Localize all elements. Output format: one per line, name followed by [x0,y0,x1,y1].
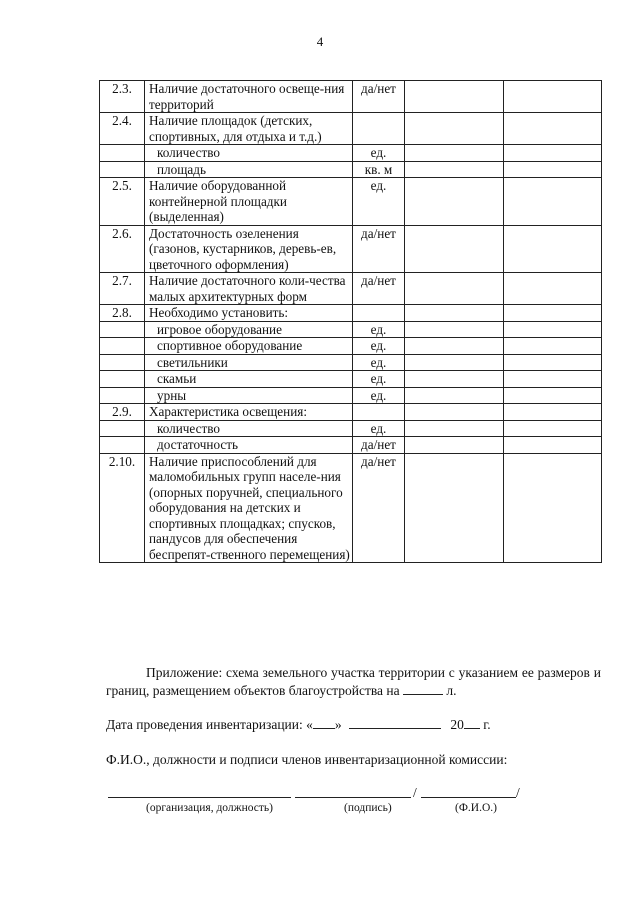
year-blank[interactable] [464,728,480,729]
table-row [100,437,602,454]
caption-name: (Ф.И.О.) [455,802,497,814]
note-cell[interactable] [504,145,602,162]
caption-signature: (подпись) [344,802,392,814]
value-cell[interactable] [405,145,504,162]
note-cell[interactable] [504,420,602,437]
row-unit: ед. [353,420,405,437]
value-cell[interactable] [405,404,504,421]
table-row [100,371,602,388]
signature-row [106,780,526,798]
row-indicator: Наличие достаточного коли-чества малых архитектурных форм [145,273,353,305]
value-cell[interactable] [405,225,504,273]
row-number: 2.8. [100,305,145,322]
slash-separator: / [413,785,417,800]
row-number [100,437,145,454]
row-indicator: Наличие оборудованной контейнерной площадки (выделенная) [145,178,353,226]
note-cell[interactable] [504,404,602,421]
inventory-table-body [100,81,602,563]
note-cell[interactable] [504,371,602,388]
value-cell[interactable] [405,338,504,355]
row-number [100,145,145,162]
value-cell[interactable] [405,178,504,226]
value-cell[interactable] [405,437,504,454]
row-number: 2.10. [100,453,145,563]
row-unit: ед. [353,338,405,355]
row-unit: да/нет [353,225,405,273]
page-number: 4 [316,34,324,49]
row-unit [353,113,405,145]
note-cell[interactable] [504,305,602,322]
row-unit: ед. [353,387,405,404]
row-indicator: достаточность [145,437,353,454]
table-row [100,404,602,421]
row-indicator: скамьи [145,371,353,388]
row-number [100,420,145,437]
row-number [100,371,145,388]
row-unit: ед. [353,371,405,388]
note-cell[interactable] [504,225,602,273]
value-cell[interactable] [405,273,504,305]
row-indicator: светильники [145,354,353,371]
row-unit: да/нет [353,437,405,454]
row-indicator: количество [145,145,353,162]
table-row [100,305,602,322]
row-unit: да/нет [353,453,405,563]
row-unit: ед. [353,321,405,338]
note-cell[interactable] [504,113,602,145]
row-number: 2.7. [100,273,145,305]
note-cell[interactable] [504,161,602,178]
note-cell[interactable] [504,354,602,371]
note-cell[interactable] [504,178,602,226]
table-row [100,178,602,226]
table-row [100,354,602,371]
row-indicator: Необходимо установить: [145,305,353,322]
row-indicator: Наличие площадок (детских, спортивных, для отдыха и т.д.) [145,113,353,145]
year-prefix: 20 [450,717,464,732]
row-number: 2.5. [100,178,145,226]
slash-separator-end: / [516,785,520,800]
name-line[interactable] [421,796,516,798]
row-number [100,321,145,338]
row-unit: да/нет [353,273,405,305]
table-row [100,225,602,273]
value-cell[interactable] [405,113,504,145]
row-unit: ед. [353,178,405,226]
appendix-text-end: л. [443,683,457,698]
inventory-date-line [106,716,601,734]
row-indicator: игровое оборудование [145,321,353,338]
row-number: 2.9. [100,404,145,421]
row-number [100,387,145,404]
table-row [100,387,602,404]
row-number: 2.3. [100,81,145,113]
value-cell[interactable] [405,321,504,338]
row-indicator: площадь [145,161,353,178]
caption-organization: (организация, должность) [146,802,273,814]
row-number [100,354,145,371]
row-unit [353,305,405,322]
inventory-table [99,80,602,563]
row-indicator: Характеристика освещения: [145,404,353,421]
note-cell[interactable] [504,338,602,355]
table-row [100,453,602,563]
value-cell[interactable] [405,354,504,371]
table-row [100,273,602,305]
value-cell[interactable] [405,161,504,178]
note-cell[interactable] [504,321,602,338]
row-number [100,338,145,355]
row-indicator: количество [145,420,353,437]
table-row [100,161,602,178]
row-number: 2.4. [100,113,145,145]
row-number [100,161,145,178]
table-row [100,338,602,355]
row-indicator: Наличие приспособлений для маломобильных групп населе-ния (опорных поручней, специального оборудования на детских и спортивных площадках; спусков, пандусов для обеспечения беспрепят-ственного перемещения) [145,453,353,563]
row-unit: да/нет [353,81,405,113]
table-row [100,420,602,437]
month-blank[interactable] [349,728,441,729]
value-cell[interactable] [405,387,504,404]
row-unit: ед. [353,145,405,162]
appendix-text: Приложение: схема земельного участка территории с указанием ее размеров и границ, размещением объектов благоустройства на [106,665,601,698]
table-row [100,81,602,113]
row-indicator: урны [145,387,353,404]
row-indicator: Наличие достаточного освеще-ния территорий [145,81,353,113]
row-unit: ед. [353,354,405,371]
note-cell[interactable] [504,81,602,113]
date-label: Дата проведения инвентаризации: « [106,717,313,732]
note-cell[interactable] [504,273,602,305]
row-number: 2.6. [100,225,145,273]
row-indicator: Достаточность озеленения (газонов, кустарников, деревь-ев, цветочного оформления) [145,225,353,273]
value-cell[interactable] [405,305,504,322]
table-row [100,113,602,145]
value-cell[interactable] [405,371,504,388]
row-indicator: спортивное оборудование [145,338,353,355]
row-unit: кв. м [353,161,405,178]
date-quote-close: » [334,717,342,732]
note-cell[interactable] [504,437,602,454]
organization-line[interactable] [108,796,291,798]
table-row [100,321,602,338]
sheets-blank[interactable] [403,694,443,695]
appendix-paragraph [106,664,601,700]
day-blank[interactable] [313,728,335,729]
note-cell[interactable] [504,387,602,404]
commission-label: Ф.И.О., должности и подписи членов инвентаризационной комиссии: [106,752,508,767]
value-cell[interactable] [405,81,504,113]
table-row [100,145,602,162]
signature-line[interactable] [295,796,411,798]
note-cell[interactable] [504,453,602,563]
row-unit [353,404,405,421]
value-cell[interactable] [405,453,504,563]
value-cell[interactable] [405,420,504,437]
year-suffix: г. [479,717,491,732]
